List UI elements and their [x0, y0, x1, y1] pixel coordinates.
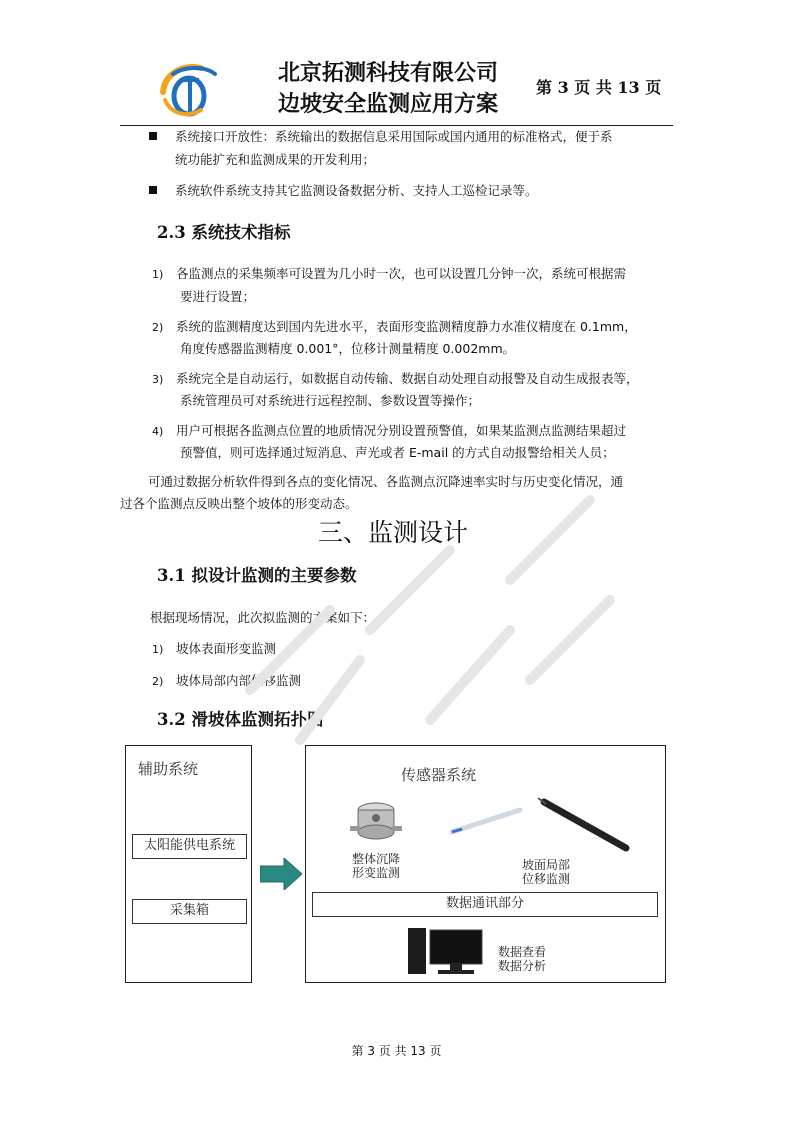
- spec-item-4-line-1: 用户可根据各监测点位置的地质情况分别设置预警值，如果某监测点监测结果超过: [176, 423, 627, 438]
- list-number: 2): [152, 321, 164, 334]
- spec-item-1-line-2: 要进行设置；: [180, 289, 256, 304]
- bullet-1-line-1: 系统接口开放性：系统输出的数据信息采用国际或国内通用的标准格式，便于系: [175, 129, 613, 144]
- spec-item-1-line-1: 各监测点的采集频率可设置为几小时一次，也可以设置几分钟一次，系统可根据需: [176, 266, 627, 281]
- sensor-system-title: 传感器系统: [401, 766, 477, 784]
- list-number: 3): [152, 373, 164, 386]
- displacement-probe-icon: [446, 804, 526, 838]
- summary-paragraph-line-1: 可通过数据分析软件得到各点的变化情况、各监测点沉降速率实时与历史变化情况，通: [148, 474, 624, 489]
- bullet-1-line-2: 统功能扩充和监测成果的开发利用；: [175, 152, 376, 167]
- data-communication-label: 数据通讯部分: [312, 892, 658, 917]
- company-logo-icon: [155, 58, 221, 118]
- summary-paragraph-line-2: 过各个监测点反映出整个坡体的形变动态。: [120, 496, 358, 511]
- param-item-1: 坡体表面形变监测: [176, 641, 277, 656]
- settlement-caption-line-2: 形变监测: [351, 866, 400, 880]
- pc-caption-line-2: 数据分析: [498, 959, 547, 973]
- spec-item-2-line-2: 角度传感器监测精度 0.001°，位移计测量精度 0.002mm。: [180, 341, 516, 356]
- arrow-right-icon: [260, 858, 302, 890]
- displacement-caption-line-1: 坡面局部: [521, 858, 570, 872]
- list-number: 1): [152, 268, 164, 281]
- list-number: 4): [152, 425, 164, 438]
- auxiliary-system-title: 辅助系统: [138, 760, 199, 778]
- displacement-meter-icon: [536, 796, 636, 856]
- document-title: 边坡安全监测应用方案: [278, 91, 499, 117]
- section-3-2-heading: 3.2 滑坡体监测拓扑图: [157, 710, 324, 729]
- bullet-marker: [149, 132, 157, 140]
- spec-item-3-line-2: 系统管理员可对系统进行远程控制、参数设置等操作；: [180, 393, 481, 408]
- settlement-caption-line-1: 整体沉降: [351, 852, 400, 866]
- collection-box-label: 采集箱: [132, 899, 247, 924]
- spec-item-3-line-1: 系统完全是自动运行，如数据自动传输、数据自动处理自动报警及自动生成报表等，: [176, 371, 639, 386]
- pc-caption-line-1: 数据查看: [498, 945, 547, 959]
- spec-item-2-line-1: 系统的监测精度达到国内先进水平，表面形变监测精度静力水准仪精度在 0.1mm，: [176, 319, 637, 334]
- bullet-2-line-1: 系统软件系统支持其它监测设备数据分析、支持人工巡检记录等。: [175, 183, 538, 198]
- computer-icon: [406, 924, 488, 978]
- solar-power-label: 太阳能供电系统: [132, 834, 247, 859]
- auxiliary-system-box: [125, 745, 252, 983]
- section-2-3-heading: 2.3 系统技术指标: [157, 223, 291, 242]
- company-name: 北京拓测科技有限公司: [278, 60, 499, 86]
- sensor-system-box: [305, 745, 666, 983]
- spec-item-4-line-2: 预警值，则可选择通过短消息、声光或者 E-mail 的方式自动报警给相关人员；: [180, 445, 615, 460]
- list-number: 1): [152, 643, 164, 656]
- list-number: 2): [152, 675, 164, 688]
- footer-page-number: 第 3 页 共 13 页: [351, 1044, 442, 1058]
- displacement-caption-line-2: 位移监测: [521, 872, 570, 886]
- chapter-3-heading: 三、监测设计: [318, 518, 469, 547]
- header-page-number: 第 3 页 共 13 页: [536, 78, 662, 97]
- section-3-1-intro: 根据现场情况，此次拟监测的方案如下：: [150, 610, 376, 625]
- bullet-marker: [149, 186, 157, 194]
- settlement-sensor-icon: [346, 796, 406, 848]
- section-3-1-heading: 3.1 拟设计监测的主要参数: [157, 566, 357, 585]
- param-item-2: 坡体局部内部位移监测: [176, 673, 302, 688]
